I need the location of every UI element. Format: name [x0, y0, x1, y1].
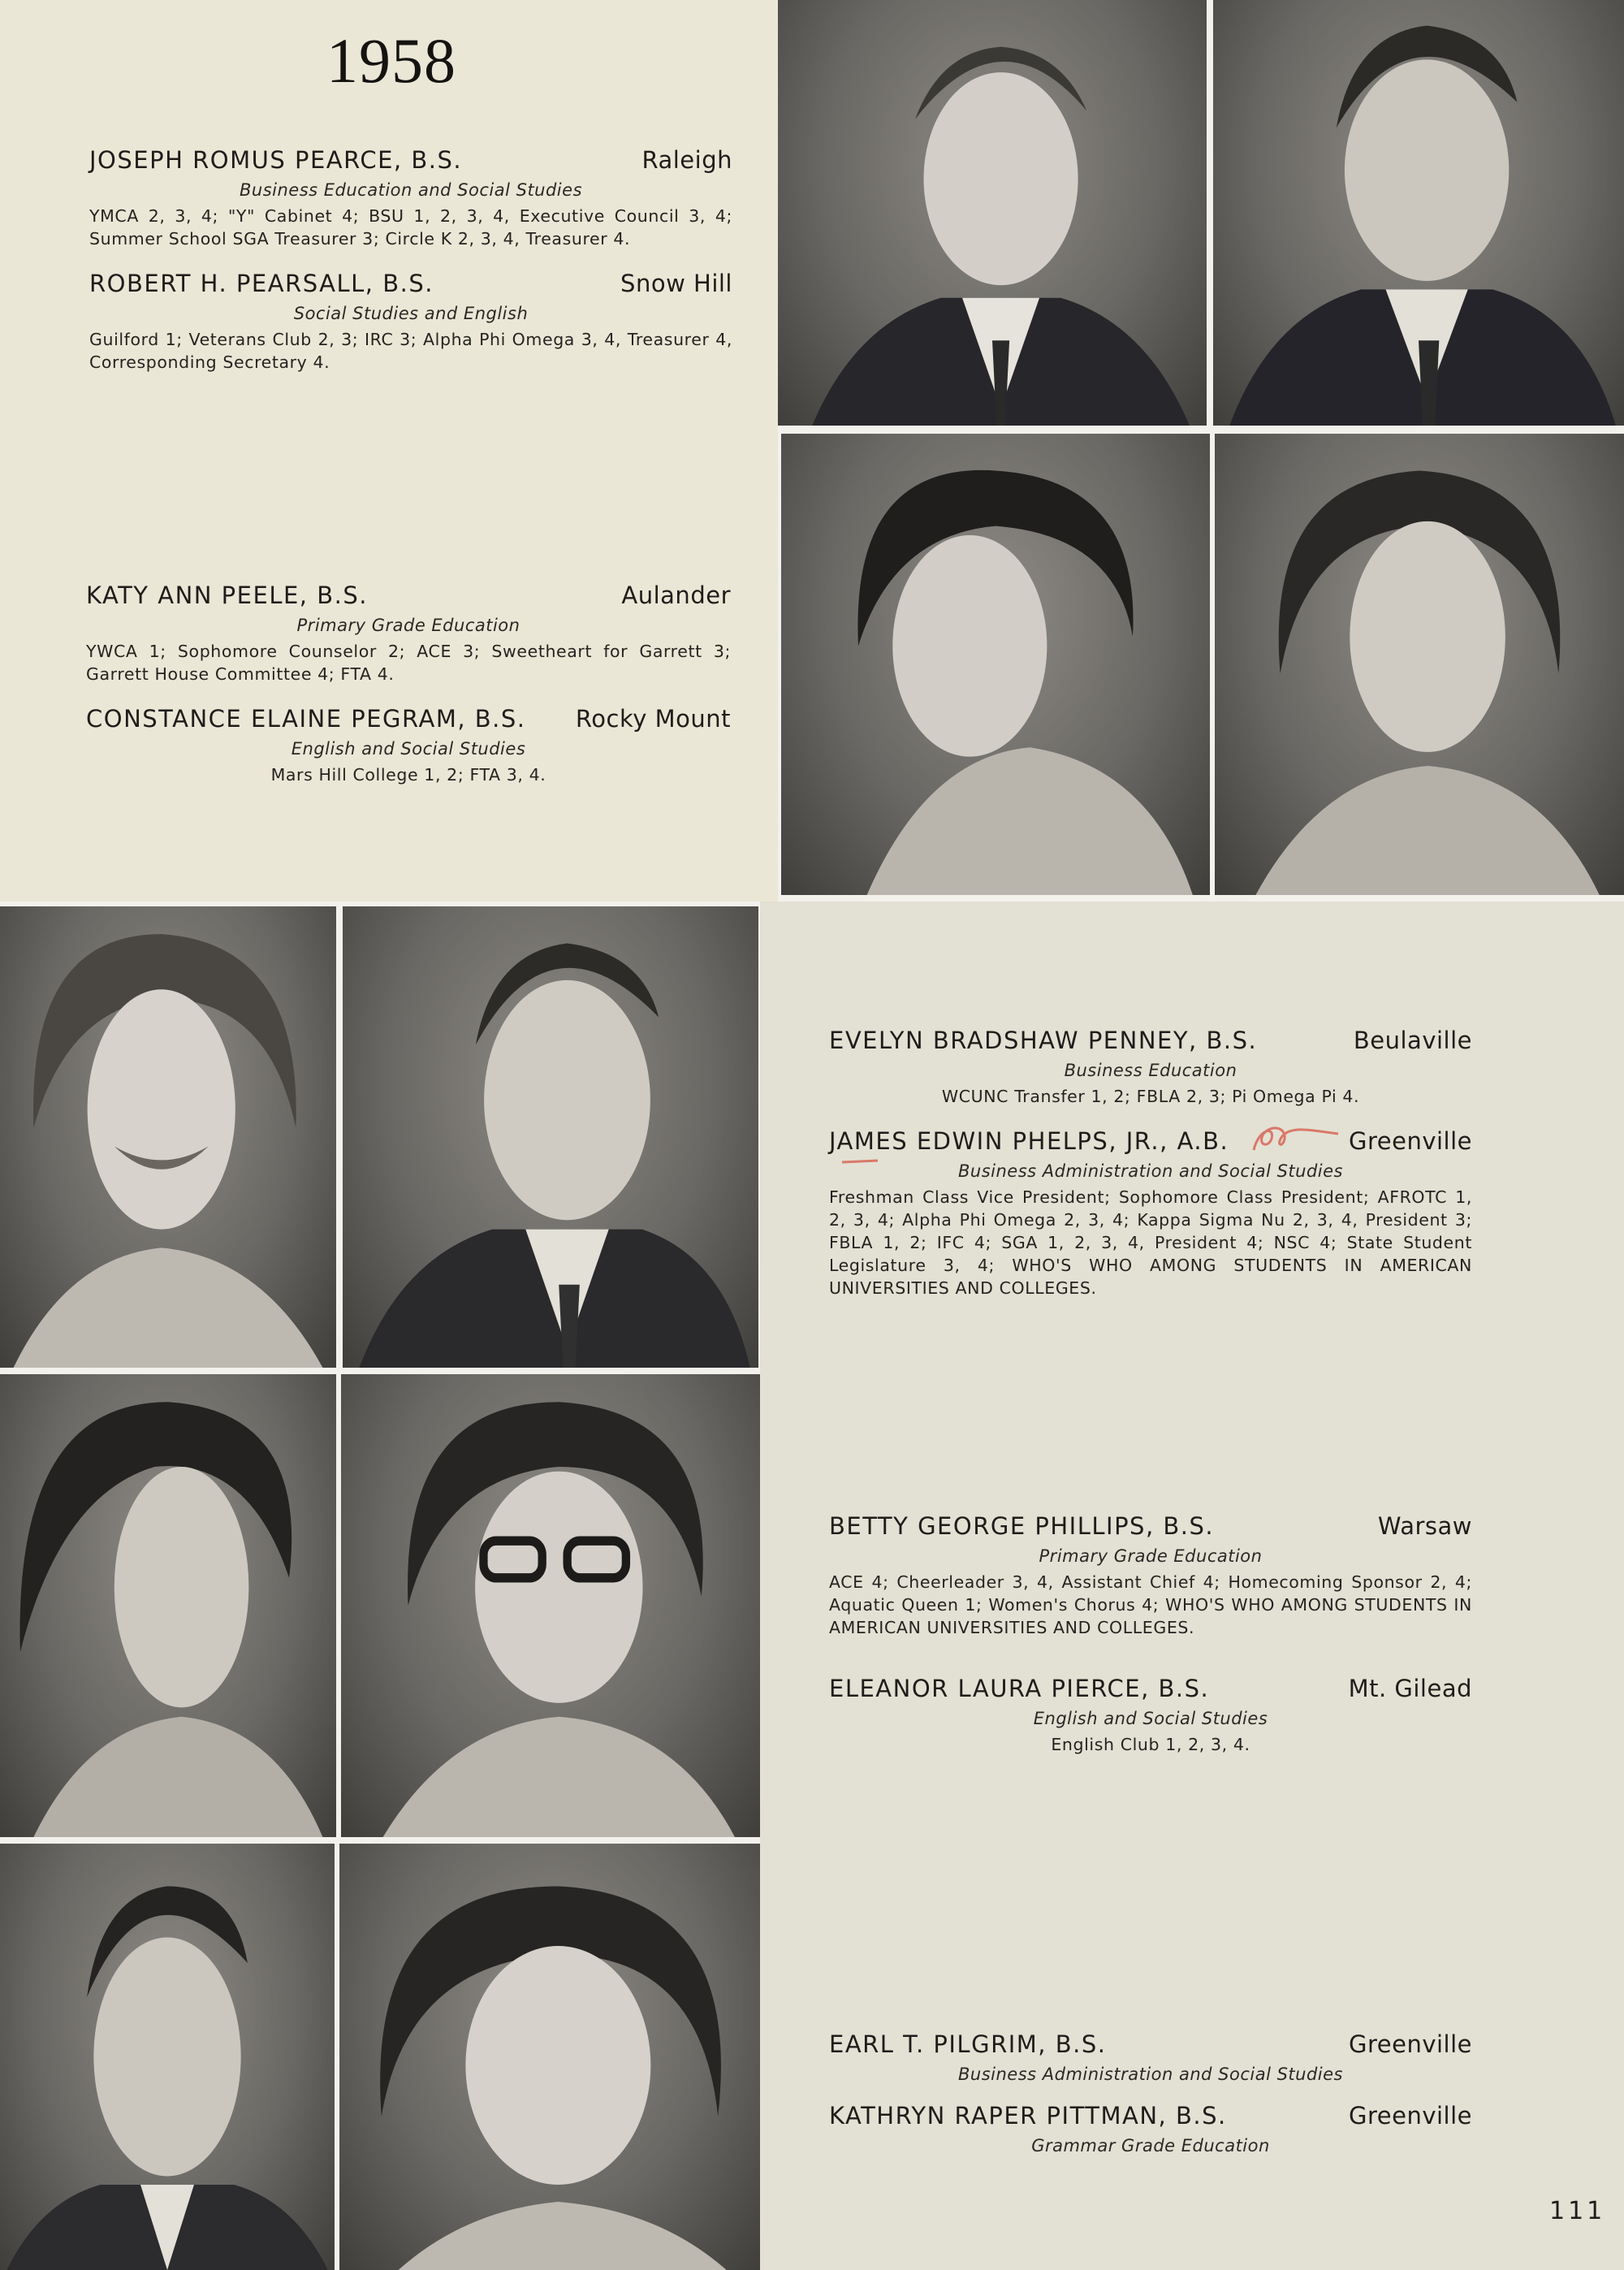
- entry-pearce: [89, 146, 732, 250]
- hometown: Greenville: [1349, 2030, 1472, 2058]
- student-name: ROBERT H. PEARSALL, B.S.: [89, 270, 434, 297]
- activities: English Club 1, 2, 3, 4.: [1051, 1735, 1250, 1754]
- student-name: JAMES EDWIN PHELPS, JR., A.B.: [829, 1127, 1229, 1155]
- portrait-pearce-photo: [778, 0, 1207, 426]
- entry-pearsall: [89, 270, 732, 374]
- entry-phillips: [829, 1512, 1472, 1639]
- entry-pegram: [86, 705, 731, 786]
- hometown: Greenville: [1349, 2102, 1472, 2129]
- activities: Freshman Class Vice President; Sophomore Class President; AFROTC 1, 2, 3, 4; Alpha Phi Omega 2, 3, 4; Kappa Sigma Nu 2, 3, 4, President 3; FBLA 1, 2; IFC 4; SGA 1, 2, 3, 4, President 4; NSC 4; State Student Legislature 3, 4; WHO'S WHO AMONG STUDENTS IN AMERICAN UNIVERSITIES AND COLLEGES.: [829, 1187, 1472, 1298]
- hometown: Aulander: [621, 582, 731, 609]
- hometown: Mt. Gilead: [1348, 1675, 1472, 1702]
- pencil-check-mark: [1247, 1121, 1345, 1158]
- entry-peele: [86, 582, 731, 685]
- major: Primary Grade Education: [1039, 1546, 1263, 1566]
- hometown: Snow Hill: [620, 270, 732, 297]
- activities: Mars Hill College 1, 2; FTA 3, 4.: [270, 765, 546, 785]
- entry-phelps: [829, 1127, 1472, 1299]
- major: English and Social Studies: [1033, 1709, 1268, 1728]
- student-name: JOSEPH ROMUS PEARCE, B.S.: [89, 146, 463, 174]
- entry-pilgrim: [829, 2030, 1472, 2084]
- student-name: KATHRYN RAPER PITTMAN, B.S.: [829, 2102, 1227, 2129]
- portrait-pegram-photo: [1215, 434, 1624, 895]
- entry-penney: [829, 1027, 1472, 1108]
- activities: YWCA 1; Sophomore Counselor 2; ACE 3; Sweetheart for Garrett 3; Garrett House Committee 4; FTA 4.: [86, 642, 731, 684]
- entry-pierce: [829, 1675, 1472, 1756]
- major: English and Social Studies: [291, 739, 526, 759]
- portrait-penney-photo: [0, 906, 336, 1368]
- portrait-pearsall-photo: [1213, 0, 1624, 426]
- major: Grammar Grade Education: [1031, 2136, 1270, 2155]
- student-name: CONSTANCE ELAINE PEGRAM, B.S.: [86, 705, 526, 733]
- major: Business Education: [1064, 1061, 1237, 1080]
- activities: YMCA 2, 3, 4; "Y" Cabinet 4; BSU 1, 2, 3, 4, Executive Council 3, 4; Summer School SGA Treasurer 3; Circle K 2, 3, 4, Treasurer 4.: [89, 206, 732, 249]
- activities: WCUNC Transfer 1, 2; FBLA 2, 3; Pi Omega Pi 4.: [941, 1087, 1360, 1106]
- student-name: ELEANOR LAURA PIERCE, B.S.: [829, 1675, 1210, 1702]
- student-name: EARL T. PILGRIM, B.S.: [829, 2030, 1107, 2058]
- activities: ACE 4; Cheerleader 3, 4, Assistant Chief 4; Homecoming Sponsor 2, 4; Aquatic Queen 1; Women's Chorus 4; WHO'S WHO AMONG STUDENTS IN AMERICAN UNIVERSITIES AND COLLEGES.: [829, 1572, 1472, 1637]
- student-name: EVELYN BRADSHAW PENNEY, B.S.: [829, 1027, 1258, 1054]
- portrait-phelps-photo: [343, 906, 758, 1368]
- portrait-phillips-photo: [0, 1374, 336, 1837]
- activities: Guilford 1; Veterans Club 2, 3; IRC 3; Alpha Phi Omega 3, 4, Treasurer 4, Corresponding Secretary 4.: [89, 330, 732, 372]
- hometown: Raleigh: [641, 146, 732, 174]
- portrait-peele-photo: [781, 434, 1210, 895]
- hometown: Warsaw: [1377, 1512, 1472, 1540]
- major: Business Education and Social Studies: [239, 180, 583, 200]
- year-heading: 1958: [326, 25, 456, 96]
- portrait-pierce-photo: [341, 1374, 760, 1837]
- portrait-pittman-photo: [339, 1844, 760, 2270]
- portrait-pilgrim-photo: [0, 1844, 335, 2270]
- hometown: Greenville: [1349, 1127, 1472, 1155]
- major: Primary Grade Education: [296, 616, 520, 635]
- major: Business Administration and Social Studies: [957, 2065, 1343, 2084]
- major: Business Administration and Social Studies: [957, 1161, 1343, 1181]
- hometown: Rocky Mount: [575, 705, 731, 733]
- page-number: 111: [1549, 2197, 1606, 2225]
- pencil-underline-mark: [840, 1157, 881, 1165]
- hometown: Beulaville: [1353, 1027, 1472, 1054]
- major: Social Studies and English: [293, 304, 529, 323]
- entry-pittman: [829, 2102, 1472, 2155]
- student-name: KATY ANN PEELE, B.S.: [86, 582, 368, 609]
- student-name: BETTY GEORGE PHILLIPS, B.S.: [829, 1512, 1215, 1540]
